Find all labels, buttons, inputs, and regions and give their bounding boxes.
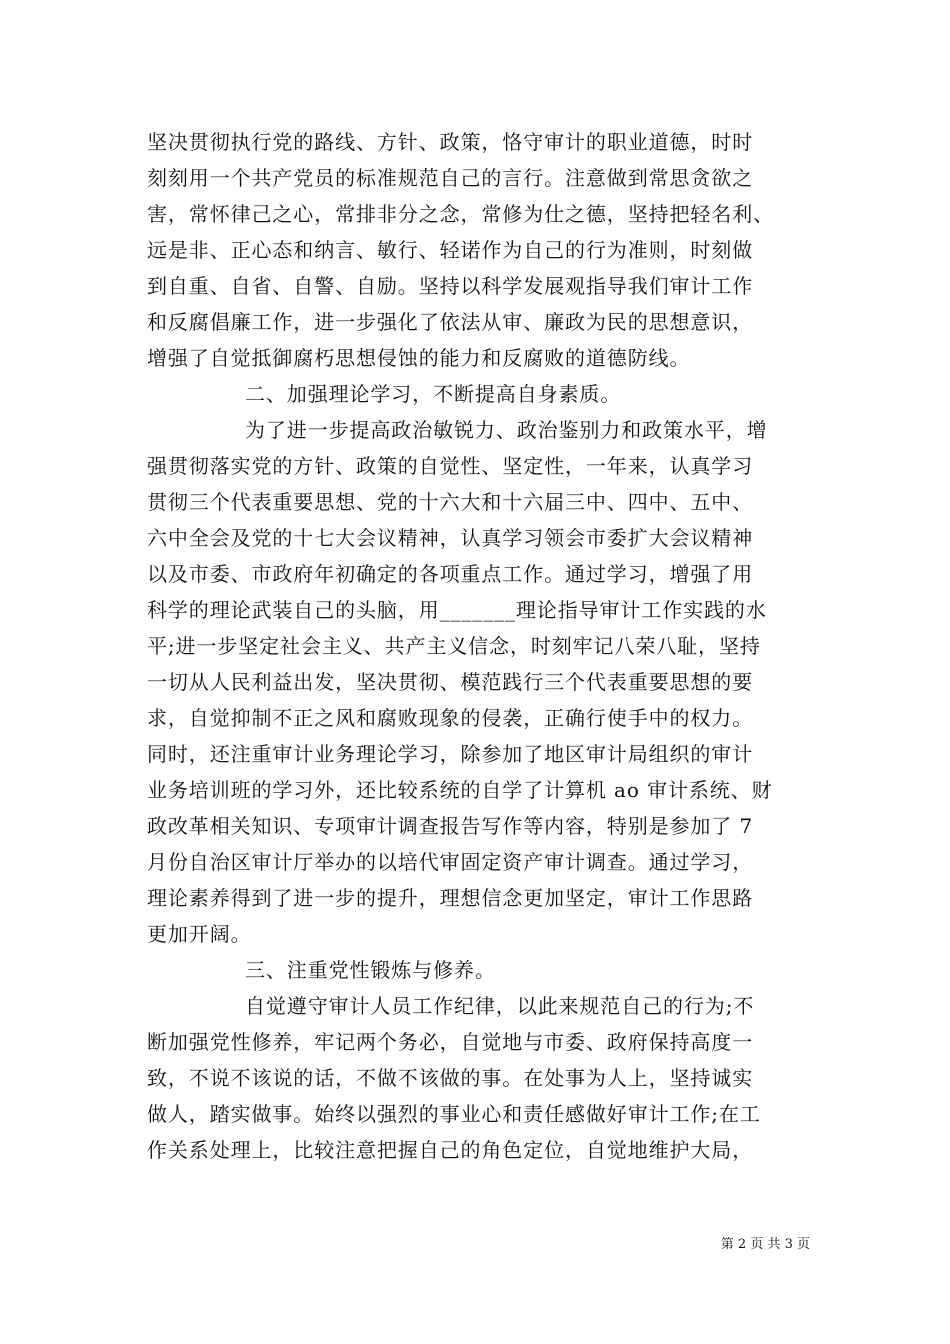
body-text-line: 科学的理论武装自己的头脑，用_______理论指导审计工作实践的水: [147, 598, 767, 622]
body-text-line: 增强了自觉抵御腐朽思想侵蚀的能力和反腐败的道德防线。: [147, 346, 691, 370]
body-text-line: 一切从人民利益出发，坚决贯彻、模范践行三个代表重要思想的要: [147, 670, 754, 694]
section-heading-3: 三、注重党性锻炼与修养。: [245, 958, 496, 982]
body-text-line: 更加开阔。: [147, 922, 252, 946]
body-text-line: 和反腐倡廉工作，进一步强化了依法从审、廉政为民的思想意识，: [147, 310, 754, 334]
paragraph-first-line: 自觉遵守审计人员工作纪律，以此来规范自己的行为;不: [245, 994, 755, 1018]
body-text-line: 平;进一步坚定社会主义、共产主义信念，时刻牢记八荣八耻，坚持: [147, 634, 761, 658]
body-text-line: 同时，还注重审计业务理论学习，除参加了地区审计局组织的审计: [147, 742, 754, 766]
paragraph-first-line: 为了进一步提高政治敏锐力、政治鉴别力和政策水平，增: [245, 418, 768, 442]
body-text-line: 作关系处理上，比较注意把握自己的角色定位，自觉地维护大局，: [147, 1138, 754, 1162]
body-text-line: 致，不说不该说的话，不做不该做的事。在处事为人上，坚持诚实: [147, 1066, 754, 1090]
body-text-line: 到自重、自省、自警、自励。坚持以科学发展观指导我们审计工作: [147, 274, 754, 298]
body-text-line: 六中全会及党的十七大会议精神，认真学习领会市委扩大会议精神: [147, 526, 754, 550]
body-text-line: 刻刻用一个共产党员的标准规范自己的言行。注意做到常思贪欲之: [147, 166, 754, 190]
body-text-line: 政改革相关知识、专项审计调查报告写作等内容，特别是参加了 7: [147, 814, 754, 838]
body-text-line: 坚决贯彻执行党的路线、方针、政策，恪守审计的职业道德，时时: [147, 130, 754, 154]
body-text-line: 业务培训班的学习外，还比较系统的自学了计算机 ao 审计系统、财: [147, 778, 773, 802]
body-text-line: 贯彻三个代表重要思想、党的十六大和十六届三中、四中、五中、: [147, 490, 754, 514]
body-text-line: 远是非、正心态和纳言、敏行、轻诺作为自己的行为准则，时刻做: [147, 238, 754, 262]
body-text-line: 以及市委、市政府年初确定的各项重点工作。通过学习，增强了用: [147, 562, 754, 586]
body-text-line: 断加强党性修养，牢记两个务必，自觉地与市委、政府保持高度一: [147, 1030, 754, 1054]
body-text-line: 求，自觉抑制不正之风和腐败现象的侵袭，正确行使手中的权力。: [147, 706, 754, 730]
body-text-line: 月份自治区审计厅举办的以培代审固定资产审计调查。通过学习，: [147, 850, 754, 874]
body-text-line: 强贯彻落实党的方针、政策的自觉性、坚定性，一年来，认真学习: [147, 454, 754, 478]
section-heading-2: 二、加强理论学习，不断提高自身素质。: [245, 382, 622, 406]
page-number-footer: 第 2 页 共 3 页: [720, 1237, 810, 1252]
body-text-line: 理论素养得到了进一步的提升，理想信念更加坚定，审计工作思路: [147, 886, 754, 910]
body-text-line: 害，常怀律己之心，常排非分之念，常修为仕之德，坚持把轻名利、: [147, 202, 774, 226]
body-text-line: 做人，踏实做事。始终以强烈的事业心和责任感做好审计工作;在工: [147, 1102, 761, 1126]
